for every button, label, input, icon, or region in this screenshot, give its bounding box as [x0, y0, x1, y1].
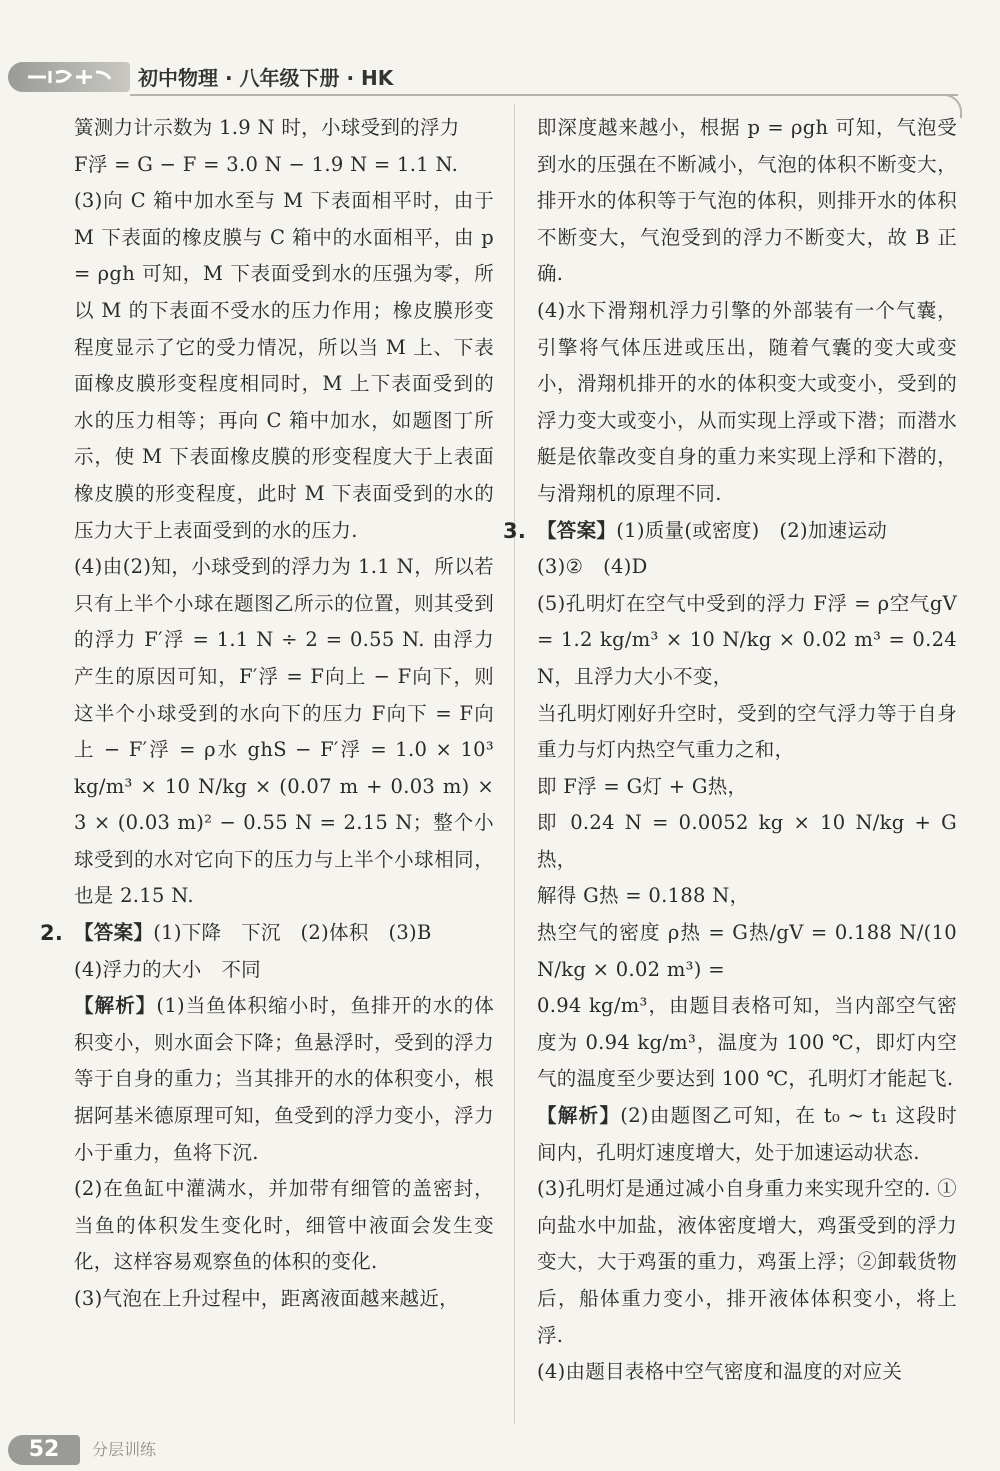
- question-2: [40, 915, 494, 988]
- right-column: [503, 110, 958, 1391]
- question-3-part-9: 解得 G热 = 0.188 N，: [537, 884, 750, 908]
- question-3-analysis-3: (4)由题目表格中空气密度和温度的对应关: [537, 1360, 903, 1384]
- question-3-answer-cont: (3)② (4)D: [537, 555, 648, 579]
- page-footer: [0, 1431, 1000, 1471]
- answer-text: (1)质量(或密度) (2)加速运动: [616, 518, 888, 542]
- right-paragraph-2: (4)水下滑翔机浮力引擎的外部装有一个气囊，引擎将气体压进或压出，随着气囊的变大或变小，滑翔机排开的水的体积变大或变小，受到的浮力变大或变小，从而实现上浮或下潜；而潜水艇是依靠改变自身的重力来实现上浮和下潜的，与滑翔机的原理不同.: [537, 298, 957, 505]
- series-title: 初中物理 · 八年级下册 · HK: [138, 66, 394, 90]
- question-2-answer-cont: (4)浮力的大小 不同: [74, 957, 261, 981]
- analysis-label: 【解析】: [74, 994, 157, 1018]
- question-2-answer: [74, 915, 494, 952]
- question-3-part-6: 当孔明灯刚好升空时，受到的空气浮力等于自身重力与灯内热空气重力之和，: [537, 701, 957, 762]
- series-logo-icon: [26, 67, 112, 87]
- column-divider: [514, 104, 515, 1424]
- question-3-part-8: 即 0.24 N = 0.0052 kg × 10 N/kg + G热，: [537, 811, 957, 871]
- left-column: [40, 110, 494, 1318]
- question-3-part-10: 热空气的密度 ρ热 = G热/gV = 0.188 N/(10 N/kg × 0.02 m³) =: [537, 921, 957, 981]
- question-2-analysis-2: (2)在鱼缸中灌满水，并加带有细管的盖密封，当鱼的体积发生变化时，细管中液面会发生变化，这样容易观察鱼的体积的变化.: [74, 1177, 494, 1274]
- answer-text: (1)下降 下沉 (2)体积 (3)B: [153, 921, 432, 945]
- left-paragraph-4: (4)由(2)知，小球受到的浮力为 1.1 N，所以若只有上半个小球在题图乙所示的位置，则其受到的浮力 F′浮 = 1.1 N ÷ 2 = 0.55 N. 由浮力产生的原因可知，F′浮 = F向上 − F向下，则这半个小球受到的水向下的压力 F向下 = F向上 − F′浮 = ρ水 ghS − F′浮 = 1.0 × 10³ kg/m³ × 10 N/kg × (0.07 m + 0.03 m) × 3 × (0.03 m)² − 0.55 N = 2.15 N；整个小球受到的水对它向下的压力与上半个小球相同，也是 2.15 N.: [74, 555, 494, 908]
- page-number: 52: [8, 1435, 80, 1465]
- question-3-analysis-1: [537, 1098, 957, 1171]
- page-header: [0, 58, 1000, 98]
- header-rule: [130, 94, 958, 96]
- left-paragraph-2: F浮 = G − F = 3.0 N − 1.9 N = 1.1 N.: [74, 152, 459, 176]
- question-2-analysis-3: (3)气泡在上升过程中，距离液面越来越近，: [74, 1287, 459, 1310]
- analysis-text: (1)当鱼体积缩小时，鱼排开的水的体积变小，则水面会下降；鱼悬浮时，受到的浮力等于自身的重力；当其排开的水的体积变小，根据阿基米德原理可知，鱼受到的浮力变小，浮力小于重力，鱼将下沉.: [74, 994, 494, 1164]
- footer-label: 分层训练: [92, 1440, 157, 1459]
- left-paragraph-1: 簧测力计示数为 1.9 N 时，小球受到的浮力: [74, 116, 460, 139]
- answer-label: 【答案】: [74, 921, 154, 945]
- question-3-part-11: 0.94 kg/m³，由题目表格可知，当内部空气密度为 0.94 kg/m³，温度为 100 ℃，即灯内空气的温度至少要达到 100 ℃，孔明灯才能起飞.: [537, 994, 957, 1091]
- question-3: [503, 513, 957, 586]
- series-logo: [8, 62, 130, 92]
- question-3-analysis-2: (3)孔明灯是通过减小自身重力来实现升空的. ①向盐水中加盐，液体密度增大，鸡蛋受到的浮力变大，大于鸡蛋的重力，鸡蛋上浮；②卸载货物后，船体重力变小，排开液体体积变小，将上浮.: [537, 1177, 957, 1347]
- answer-label: 【答案】: [537, 518, 617, 542]
- analysis-text: (2)由题图乙可知，在 t₀ ~ t₁ 这段时间内，孔明灯速度增大，处于加速运动状态.: [537, 1104, 958, 1164]
- question-2-number: 2.: [40, 921, 64, 946]
- left-paragraph-3: (3)向 C 箱中加水至与 M 下表面相平时，由于 M 下表面的橡皮膜与 C 箱中的水面相平，由 p = ρgh 可知，M 下表面受到水的压强为零，所以 M 的下表面不受水的压力作用；橡皮膜形变程度显示了它的受力情况，所以当 M 上、下表面橡皮膜形变程度相同时，M 上下表面受到的水的压力相等；再向 C 箱中加水，如题图丁所示，使 M 下表面橡皮膜的形变程度大于上表面橡皮膜的形变程度，此时 M 下表面受到的水的压力大于上表面受到的水的压力.: [74, 189, 494, 542]
- question-3-part-5: (5)孔明灯在空气中受到的浮力 F浮 = ρ空气gV = 1.2 kg/m³ × 10 N/kg × 0.02 m³ = 0.24 N，且浮力大小不变，: [537, 591, 957, 688]
- analysis-label: 【解析】: [537, 1104, 621, 1128]
- question-3-part-7: 即 F浮 = G灯 + G热，: [537, 774, 748, 798]
- question-2-analysis-1: [74, 988, 494, 1171]
- question-3-number: 3.: [503, 518, 527, 543]
- right-paragraph-1: 即深度越来越小，根据 p = ρgh 可知，气泡受到水的压强在不断减小，气泡的体积不断变大，排开水的体积等于气泡的体积，则排开水的体积不断变大，气泡受到的浮力不断变大，故 B 正确.: [537, 116, 957, 286]
- question-3-answer: [537, 513, 957, 550]
